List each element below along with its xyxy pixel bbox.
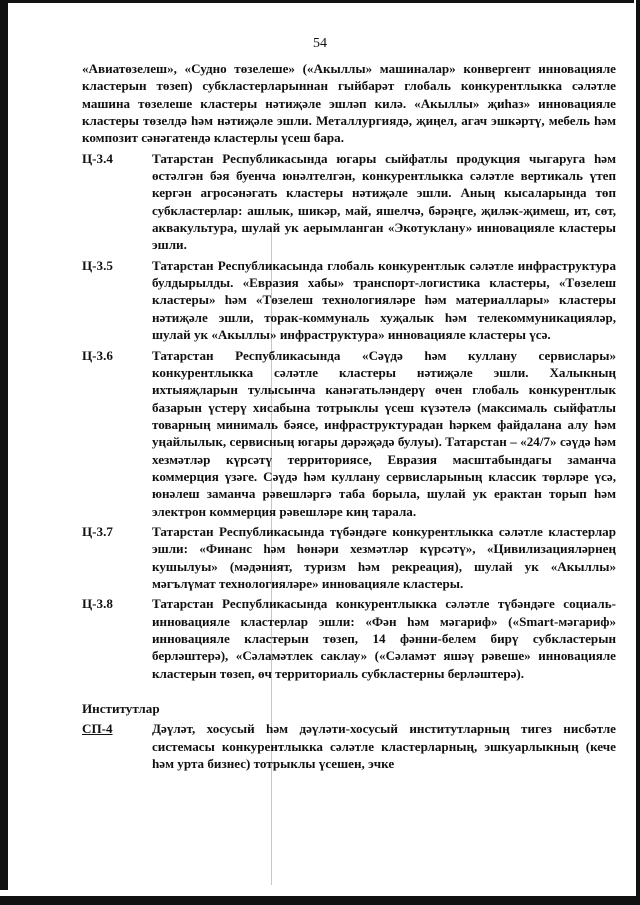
list-item-c-3-7 [82,523,616,592]
item-text: Татарстан Республикасында түбәндәге конкурентлыкка сәләтле кластерлар эшли: «Финанс һәм һөнәри хезмәтләр күрсәтү», «Цивилизацияләрнең кушылуы» (мәдәният, туризм һәм рекреация), шулай ук «Акыллы» мәгълүмат технологияләре» инновацияле кластеры. [152,523,616,591]
list-item-c-3-8 [82,595,616,682]
section-heading: Институтлар [82,701,160,717]
intro-paragraph: «Авиатөзелеш», «Судно төзелеше» («Акыллы» машиналар» конвергент инновацияле кластерын төзеп) субкластерларыннан гыйбарәт глобаль конкурентлыкка сәләтле машина төзелеше кластеры нәтиҗәле эшләп килә. «Акыллы» җиһаз» инновацияле кластеры төзелдә һәм нәтиҗәле эшли. Металлургиядә, җиңел, агач эшкәртү, мебель һәм композит сәнәгатендә кластерлы үсеш бара. [82,61,616,146]
item-code: Ц-3.7 [82,523,113,539]
item-code: СП-4 [82,721,113,737]
list-item-c-3-5 [82,257,616,344]
item-text: Дәүләт, хосусый һәм дәүләти-хосусый институтларның тигез нисбәтле системасы конкурентлыкка сәләтле кластерларның, эшкуарлыкның (кече һәм урта бизнес) тотрыклы үсешен, эчке [152,721,616,772]
item-text: Татарстан Республикасында «Сәүдә һәм куллану сервислары» конкурентлыкка сәләтле кластеры нәтиҗәле эшли. Халыкның ихтыяҗларын тулысынча канәгатьләндерү өчен глобаль конкурентлык базарын үстерү хисабына тотрыклы үсеш күзәтелә (максималь сыйфатлы товарның минималь бәясе, инфраструктурадан һәркем файдалана алу һәм уңайлылык, сервисның югары дәрәҗәдә булуы). Татарстан – «24/7» сәүдә һәм хезмәтләр күрсәтү территориясе, Евразия масштабындагы заманча коммерция үзәге. Сәүдә һәм куллану сервисларының классик төрләре үсә, юнәлеш заманча рәвешләргә таба борыла, шулай ук ерактан торып һәм электрон коммерция рәвешләре киң тарала. [152,347,616,519]
item-code: Ц-3.6 [82,347,113,363]
list-item-c-3-6 [82,347,616,520]
list-item-sp-4 [82,720,616,772]
scan-edge-bottom [0,896,640,905]
item-code: Ц-3.4 [82,150,113,166]
scan-edge-left [0,0,8,890]
scan-edge-top [0,0,634,3]
list-item-c-3-4 [82,150,616,254]
item-text: Татарстан Республикасында югары сыйфатлы продукция чыгаруга һәм өстәлгән бәя буенча юнәлтелгән, конкурентлыкка сәләтле вертикаль үтеп кергән агросәнәгать кластеры нәтиҗәле эшли. Аның кысаларында төп субкластерлар: ашлык, шикәр, май, яшелчә, бәрәңге, җиләк-җимеш, ит, сөт, аквакультура, шулай ук аерымланган «Экотуклану» инновацияле кластеры эшли. [152,150,616,253]
item-text: Татарстан Республикасында глобаль конкурентлык сәләтле инфраструктура булдырылды. «Евразия хабы» транспорт-логистика кластеры, «Төзелеш кластеры» һәм «Төзелеш технологияләре һәм материаллары» кластеры нәтиҗәле эшли, торак-коммуналь хуҗалык һәм телекоммуникацияләр, шулай ук «Акыллы» инфраструктура» инновацияле кластеры үсә. [152,257,616,343]
scan-edge-right [636,0,640,905]
item-code: Ц-3.5 [82,257,113,273]
page-content [82,60,616,775]
item-text: Татарстан Республикасында конкурентлыкка сәләтле түбәндәге социаль-инновацияле кластерлар эшли: «Фән һәм мәгариф» («Smart-мәгариф» инновацияле кластерын төзеп, 14 фәнни-белем бирү субкластерын берләштерә), «Сәламәтлек саклау» («Сәламәт яшәү рәвеше» инновацияле кластерын төзеп, өч территориаль субкластерны берләштерә). [152,596,616,681]
item-code: Ц-3.8 [82,596,113,612]
page-number: 54 [313,36,327,51]
